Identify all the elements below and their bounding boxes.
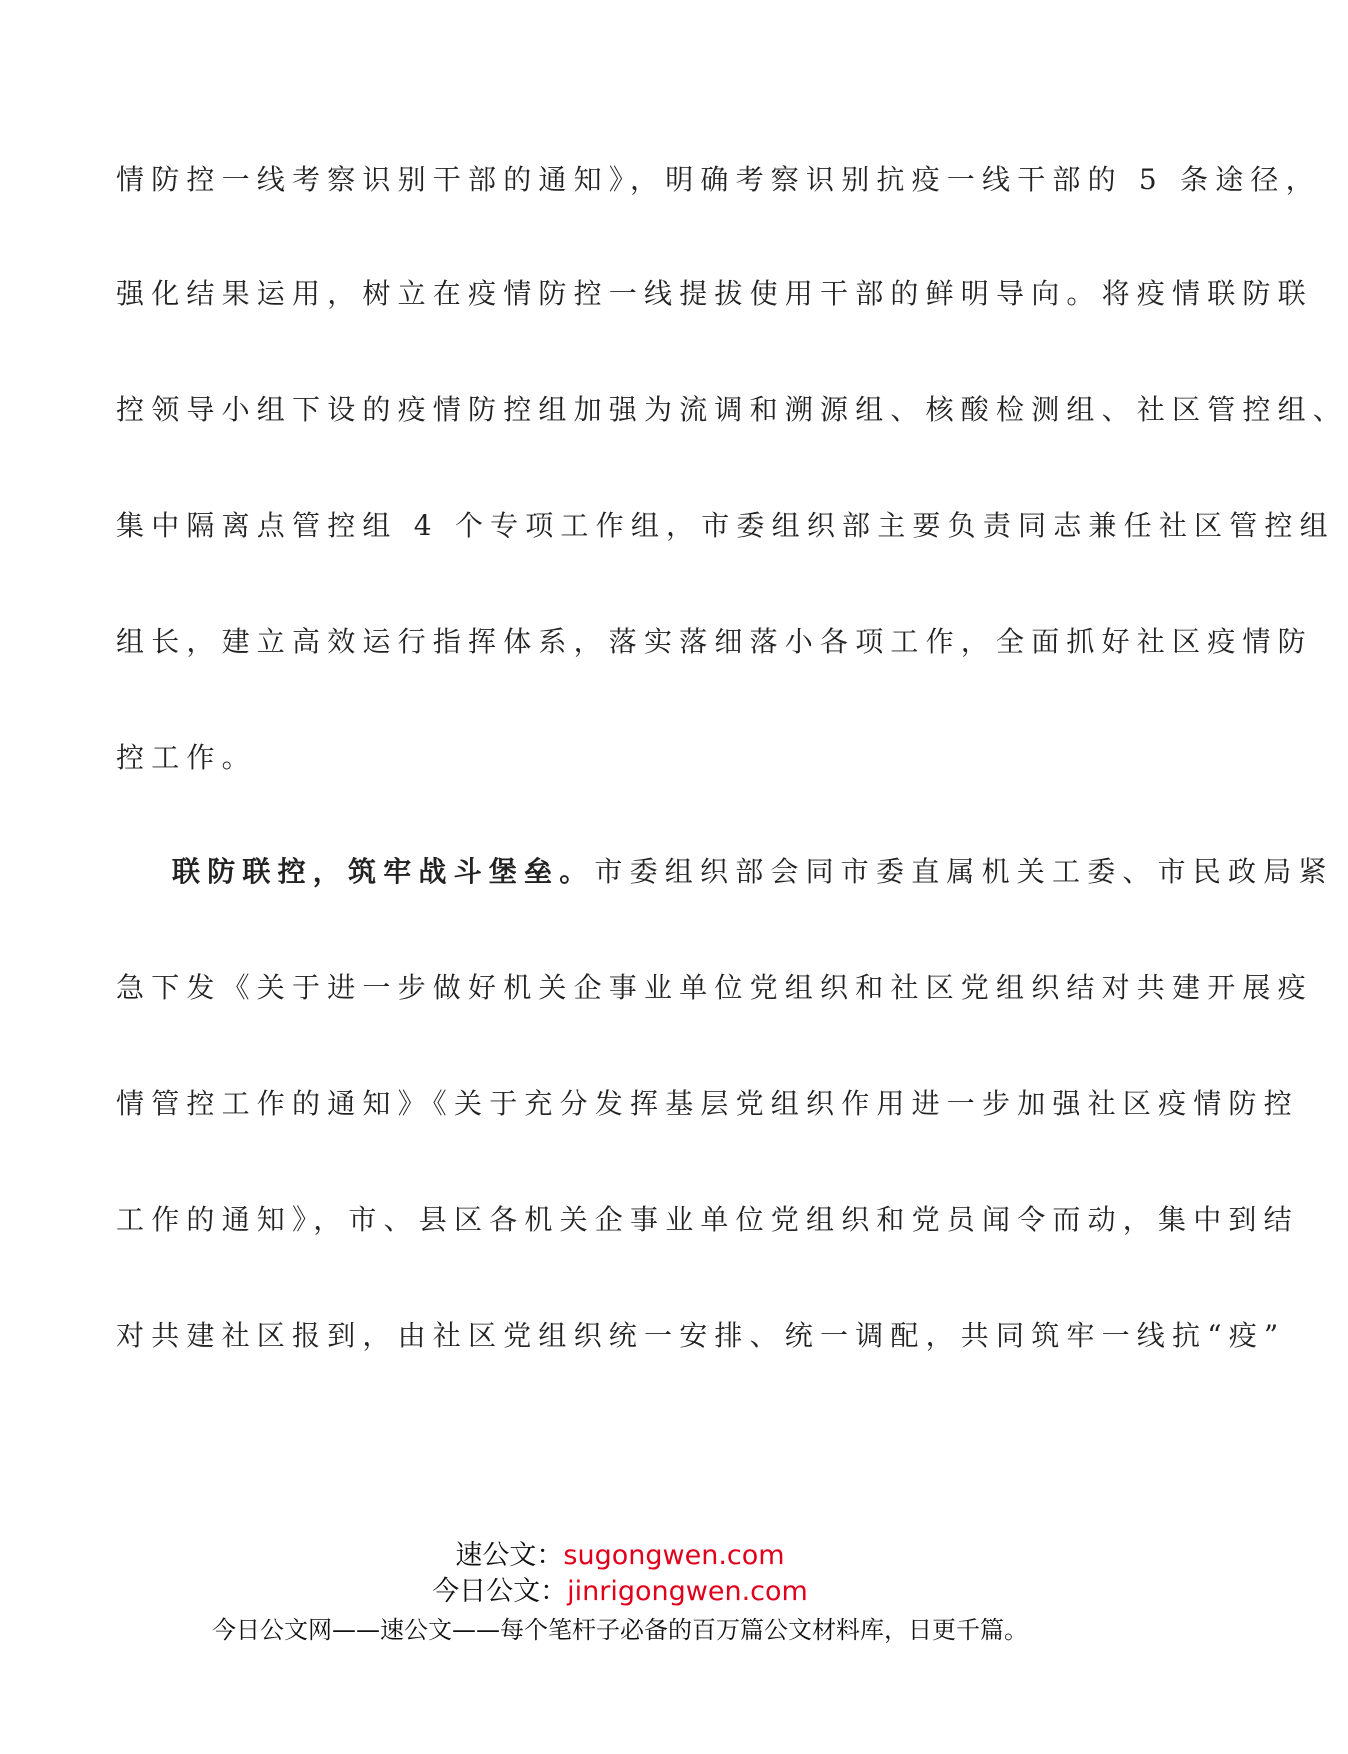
- paragraph-first-line: [172, 852, 1334, 892]
- body-text-line: 强化结果运用，树立在疫情防控一线提拔使用干部的鲜明导向。将疫情联防联: [116, 277, 1313, 310]
- sugongwen-link[interactable]: sugongwen.com: [563, 1540, 785, 1571]
- body-text-line: 急下发《关于进一步做好机关企事业单位党组织和社区党组织结对共建开展疫: [116, 971, 1313, 1004]
- body-text-line: 情管控工作的通知》《关于充分发挥基层党组织作用进一步加强社区疫情防控: [116, 1087, 1299, 1120]
- jinrigongwen-link[interactable]: jinrigongwen.com: [567, 1576, 808, 1607]
- footer-slogan: 今日公文网——速公文——每个笔杆子必备的百万篇公文材料库，日更千篇。: [212, 1616, 1028, 1644]
- body-text-line: 对共建社区报到，由社区党组织统一安排、统一调配，共同筑牢一线抗“疫”: [116, 1319, 1286, 1352]
- footer-line-sugongwen: [0, 1539, 1240, 1573]
- paragraph-first-line-text: 市委组织部会同市委直属机关工委、市民政局紧: [594, 855, 1334, 888]
- footer-line-jinrigongwen: [0, 1575, 1240, 1609]
- paragraph-lead-heading: 联防联控，筑牢战斗堡垒。: [172, 855, 595, 888]
- body-text-line: 工作的通知》，市、县区各机关企事业单位党组织和党员闻令而动，集中到结: [116, 1203, 1299, 1236]
- body-text-line: 控领导小组下设的疫情防控组加强为流调和溯源组、核酸检测组、社区管控组、: [116, 393, 1348, 426]
- body-text-line: 组长，建立高效运行指挥体系，落实落细落小各项工作，全面抓好社区疫情防: [116, 625, 1313, 658]
- body-text-line: 集中隔离点管控组 4 个专项工作组，市委组织部主要负责同志兼任社区管控组: [116, 509, 1335, 542]
- footer-label: 今日公文：: [432, 1576, 568, 1607]
- body-text-line: 控工作。: [116, 741, 257, 774]
- footer-label: 速公文：: [455, 1540, 564, 1571]
- body-text-line: 情防控一线考察识别干部的通知》，明确考察识别抗疫一线干部的 5 条途径，: [116, 163, 1321, 196]
